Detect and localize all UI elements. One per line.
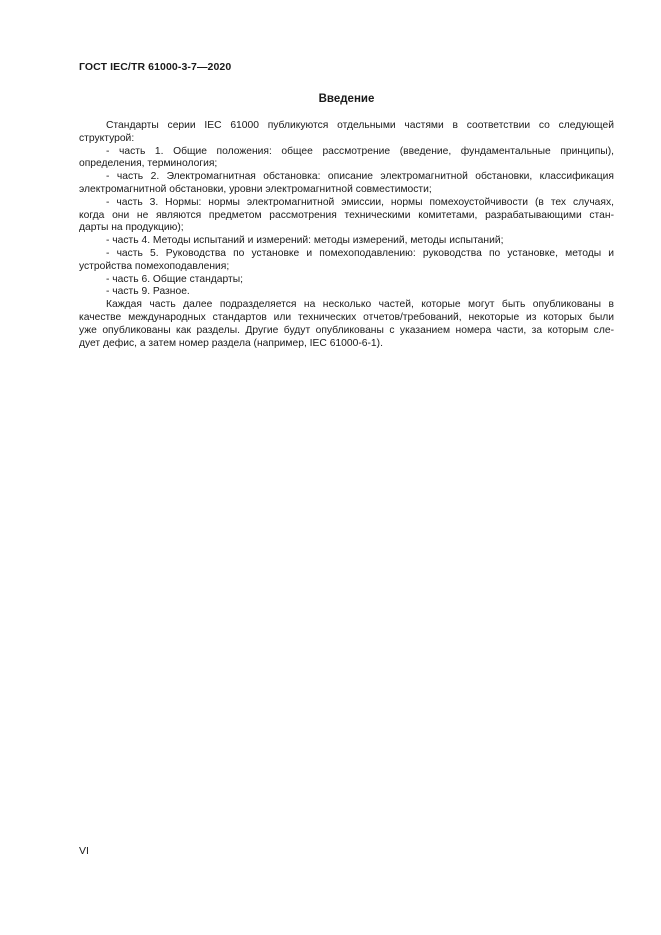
body-line: дарты на продукцию); (79, 222, 184, 234)
body-line: - часть 2. Электромагнитная обстановка: описание электромагнитной обстановки, классификация (106, 171, 614, 183)
section-title (0, 93, 661, 105)
body-line: дует дефис, а затем номер раздела (например, IEC 61000-6-1). (79, 337, 383, 349)
body-line: устройства помехоподавления; (79, 260, 230, 272)
body-line: - часть 1. Общие положения: общее рассмотрение (введение, фундаментальные принципы), (106, 145, 614, 157)
body-line: Стандарты серии IEC 61000 публикуются отдельными частями в соответствии со следующей (106, 120, 614, 131)
body-line: качестве международных стандартов или технических отчетов/требований, некоторые из которых были (79, 311, 614, 323)
body-line: - часть 4. Методы испытаний и измерений: методы измерений, методы испытаний; (106, 235, 504, 247)
body-line: - часть 5. Руководства по установке и помехоподавлению: руководства по установке, методы и (106, 247, 614, 259)
body-line: структурой: (79, 132, 135, 144)
body-line: электромагнитной обстановки, уровни электромагнитной совместимости; (79, 183, 432, 195)
body-line: - часть 6. Общие стандарты; (106, 273, 244, 285)
body-line: - часть 9. Разное. (106, 286, 190, 298)
section-title-text: Введение (318, 93, 375, 105)
body-line: - часть 3. Нормы: нормы электромагнитной эмиссии, нормы помехоустойчивости (в тех случаях, (106, 196, 614, 208)
body-line: Каждая часть далее подразделяется на несколько частей, которые могут быть опубликованы в (106, 299, 614, 311)
document-header: ГОСТ IEC/TR 61000-3-7—2020 (79, 61, 232, 73)
body-line: когда они не являются предметом рассмотрения техническими комитетами, разрабатывающими стан- (79, 209, 614, 221)
body-line: определения, терминология; (79, 158, 218, 170)
body-text (79, 120, 614, 350)
body-line: уже опубликованы как разделы. Другие будут опубликованы с указанием номера части, за которым сле- (79, 324, 614, 336)
page-number: VI (79, 845, 89, 857)
